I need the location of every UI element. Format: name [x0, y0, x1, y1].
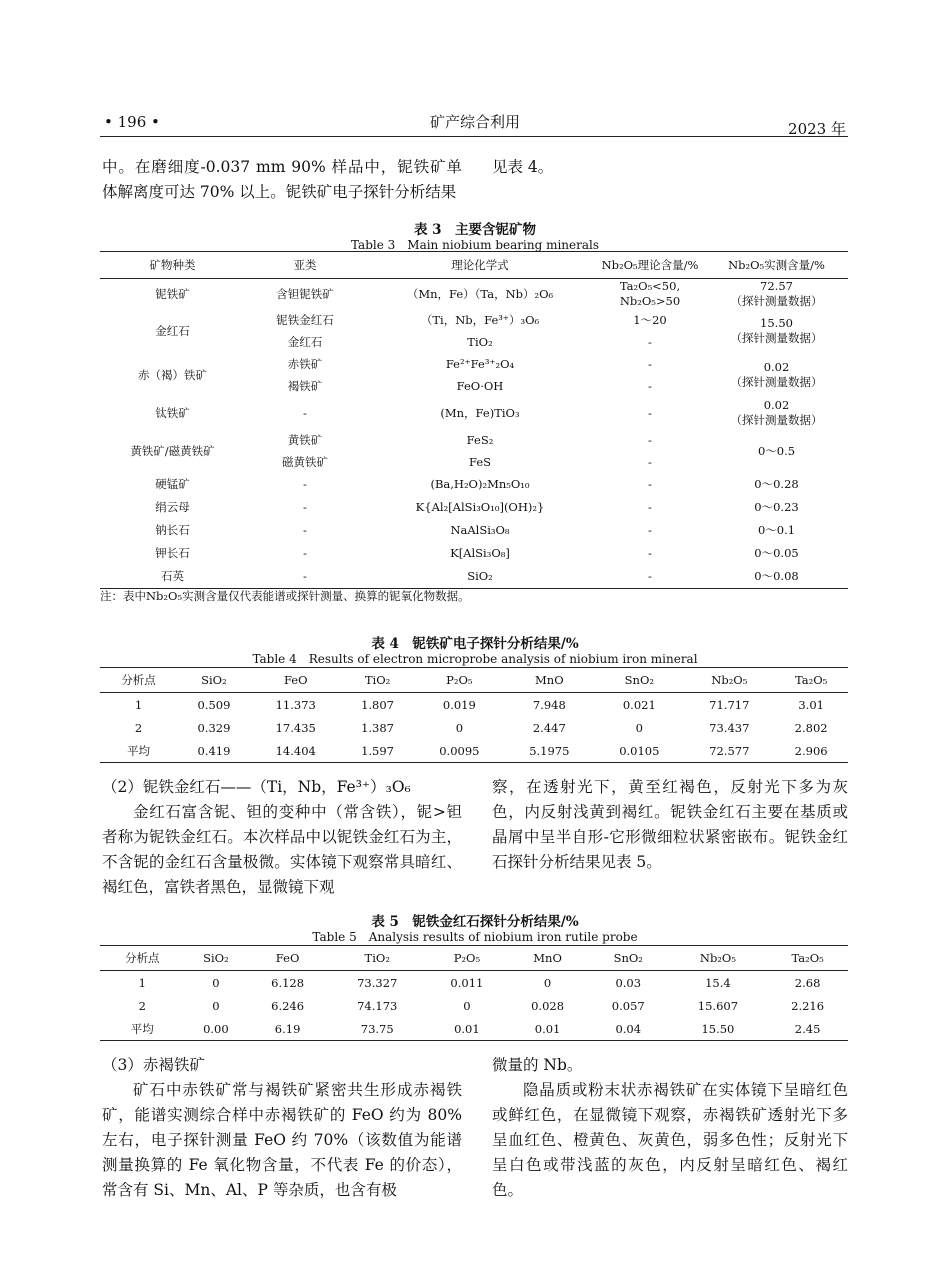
section3-right-paragraph-1: 微量的 Nb。	[492, 1056, 583, 1074]
table3-cell: 钠长石	[155, 523, 190, 537]
section3-column-right	[492, 1053, 848, 1203]
table4-cell: 17.435	[275, 720, 316, 735]
table4-cell: 1.387	[361, 720, 395, 735]
table3-cell: -	[648, 432, 652, 447]
section2-left-paragraph: 金红石富含铌、钽的变种中（常含铁），铌>钽者称为铌铁金红石。本次样品中以铌铁金红石为主，不含铌的金红石含量极微。实体镜下观察常具暗红、褐红色，富铁者黑色，显微镜下观	[102, 803, 462, 896]
table5-cell: 0.00	[203, 1021, 229, 1036]
table-row	[100, 693, 848, 717]
table4-header-cell: MnO	[504, 668, 594, 693]
table3-cell: (Mn，Fe)TiO₃	[440, 405, 520, 420]
table3-cell: -	[303, 500, 307, 514]
table4-cell: 0	[635, 720, 643, 735]
table5-cell: 2.68	[794, 975, 821, 990]
table4-cell: 71.717	[709, 697, 750, 712]
table4-cell: 73.437	[709, 720, 750, 735]
table4-cell: 平均	[127, 743, 151, 758]
table4-title-cn: 表 4 铌铁矿电子探针分析结果/%	[371, 636, 579, 652]
table3-cell: -	[648, 454, 652, 469]
table3-title-en: Table 3 Main niobium bearing minerals	[350, 238, 600, 252]
table5-header-cell: Nb₂O₅	[669, 946, 768, 971]
table3-cell: (Ba,H₂O)₂Mn₅O₁₀	[430, 477, 530, 491]
table5-cell: 0.01	[534, 1021, 561, 1036]
table3-header-cell: Nb₂O₅理论含量/%	[595, 252, 705, 279]
table5-header-cell: MnO	[507, 946, 588, 971]
table5-title-en: Table 5 Analysis results of niobium iron rutile probe	[312, 930, 638, 944]
header-rule	[100, 136, 848, 137]
table3-cell: -	[648, 378, 652, 393]
table3-cell: 石英	[161, 568, 184, 583]
table3-cell: -	[303, 546, 307, 560]
table3-header-cell: 矿物种类	[100, 252, 245, 279]
table-row	[100, 519, 848, 542]
table3-cell: 0～0.05	[754, 546, 799, 560]
table3-cell: （Ti，Nb，Fe³⁺）₃O₆	[420, 312, 540, 327]
table-row	[100, 542, 848, 565]
table5-cell: 0.01	[454, 1021, 480, 1036]
table3-cell: -	[303, 523, 307, 537]
table3-cell: 赤（褐）铁矿	[138, 367, 207, 382]
table4-cell: 2.447	[532, 720, 566, 735]
table3	[100, 251, 848, 589]
table-row	[100, 473, 848, 496]
table5-cell: 0	[543, 975, 552, 990]
table3-cell: 0.02 （探针测量数据）	[730, 360, 823, 389]
section2-heading: （2）铌铁金红石——（Ti，Nb，Fe³⁺）₃O₆	[102, 778, 411, 796]
table3-cell: 15.50 （探针测量数据）	[730, 316, 823, 345]
table5-cell: 6.19	[274, 1021, 301, 1036]
table4-header-cell: Ta₂O₅	[774, 668, 848, 693]
table4-cell: 11.373	[275, 697, 316, 712]
table3-cell: 绢云母	[155, 500, 190, 514]
table-row	[100, 496, 848, 519]
table3-cell: FeS	[468, 454, 492, 469]
table5-cell: 0.011	[450, 975, 484, 990]
table3-cell: Ta₂O₅<50, Nb₂O₅>50	[619, 279, 681, 308]
table5-cell: 2	[138, 998, 146, 1013]
table3-header-row	[100, 252, 848, 279]
table3-cell: 赤铁矿	[287, 356, 323, 371]
table4-header-cell: 分析点	[100, 668, 177, 693]
table3-cell: -	[648, 523, 652, 537]
table5-cell: 平均	[130, 1021, 154, 1036]
table-row	[100, 429, 848, 451]
table5-cell: 0.028	[531, 998, 565, 1013]
table3-cell: -	[648, 477, 652, 491]
table3-cell: 黄铁矿	[287, 432, 323, 447]
intro-right-paragraph: 见表 4。	[492, 158, 554, 176]
section2-column-left	[102, 775, 462, 900]
table-row	[100, 1017, 848, 1041]
table-row	[100, 397, 848, 429]
table3-cell: 1～20	[633, 312, 667, 327]
table3-cell: 钾长石	[155, 546, 190, 560]
table5-cell: 73.327	[357, 975, 398, 990]
table-row	[100, 565, 848, 588]
table4-cell: 0.509	[197, 697, 231, 712]
table5-title-cn: 表 5 铌铁金红石探针分析结果/%	[371, 914, 579, 930]
table3-cell: 0～0.28	[754, 477, 799, 491]
table-row	[100, 739, 848, 763]
table4-cell: 0	[455, 720, 464, 735]
table3-header-cell: 亚类	[245, 252, 365, 279]
table4-header-row	[100, 668, 848, 693]
table5-cell: 0	[463, 998, 471, 1013]
table4-cell: 0.021	[622, 697, 656, 712]
table5-header-cell: 分析点	[100, 946, 185, 971]
table5-cell: 0.03	[615, 975, 642, 990]
table4-cell: 0.0105	[619, 743, 660, 758]
table3-cell: -	[648, 500, 652, 514]
table3-cell: 0～0.1	[757, 523, 796, 537]
section3-heading: （3）赤褐铁矿	[102, 1056, 205, 1074]
table3-cell: 钛铁矿	[155, 405, 190, 420]
table3-header-cell: Nb₂O₅实测含量/%	[705, 252, 848, 279]
table4-header-cell: SiO₂	[177, 668, 251, 693]
table-row	[100, 309, 848, 331]
table3-cell: K{Al₂[AlSi₃O₁₀](OH)₂}	[415, 500, 545, 514]
table5-cell: 15.607	[697, 998, 739, 1013]
table5-header-cell: TiO₂	[328, 946, 427, 971]
table3-cell: 黄铁矿/磁黄铁矿	[130, 443, 215, 458]
table4-cell: 72.577	[709, 743, 750, 758]
table3-cell: -	[648, 356, 652, 371]
table3-cell: 0～0.08	[754, 568, 799, 583]
table4-header-cell: SnO₂	[594, 668, 684, 693]
table4-header-cell: TiO₂	[341, 668, 415, 693]
table3-cell: 铌铁金红石	[276, 312, 334, 327]
section3-column-left	[102, 1053, 462, 1203]
page-number: • 196 •	[104, 113, 160, 131]
table5-header-row	[100, 946, 848, 971]
table4-cell: 0.0095	[439, 743, 480, 758]
table5-cell: 0.04	[615, 1021, 642, 1036]
table5-cell: 2.216	[791, 998, 825, 1013]
table5-cell: 0	[212, 975, 220, 990]
table4-cell: 1	[134, 697, 143, 712]
table5-header-cell: Ta₂O₅	[767, 946, 848, 971]
table-row	[100, 994, 848, 1017]
table4-cell: 0.329	[197, 720, 231, 735]
table5-header-cell: FeO	[247, 946, 328, 971]
journal-name: 矿产综合利用	[429, 113, 520, 131]
table4-cell: 0.019	[442, 697, 476, 712]
table3-cell: 褐铁矿	[287, 378, 323, 393]
table-row	[100, 716, 848, 739]
table4-cell: 1.807	[361, 697, 395, 712]
table3-header-cell: 理论化学式	[365, 252, 595, 279]
year-label: 2023 年	[788, 120, 846, 138]
table3-cell: -	[648, 568, 652, 583]
table5	[100, 945, 848, 1041]
table4-header-cell: FeO	[251, 668, 341, 693]
table5-cell: 74.173	[357, 998, 398, 1013]
table3-cell: K[AlSi₃O₈]	[450, 546, 510, 560]
table-row	[100, 279, 848, 310]
table3-cell: -	[303, 568, 307, 583]
table5-header-cell: P₂O₅	[427, 946, 508, 971]
table3-cell: FeO·OH	[456, 378, 504, 393]
table3-title-cn: 表 3 主要含铌矿物	[413, 222, 537, 238]
table3-cell: -	[648, 334, 652, 349]
table3-cell: -	[648, 546, 652, 560]
table5-cell: 1	[138, 975, 146, 990]
table3-cell: 0.02 （探针测量数据）	[730, 398, 823, 427]
table3-cell: -	[303, 405, 307, 420]
table4	[100, 667, 848, 763]
table3-cell: 磁黄铁矿	[282, 454, 328, 469]
section2-right-paragraph: 察，在透射光下，黄至红褐色，反射光下多为灰色，内反射浅黄到褐红。铌铁金红石主要在基质或晶屑中呈半自形-它形微细粒状紧密嵌布。铌铁金红石探针分析结果见表 5。	[492, 778, 848, 871]
table3-cell: 铌铁矿	[155, 286, 190, 301]
table3-cell: 72.57 （探针测量数据）	[730, 279, 823, 308]
table4-cell: 2.802	[794, 720, 828, 735]
table5-cell: 2.45	[794, 1021, 821, 1036]
table3-cell: 0～0.23	[754, 500, 799, 514]
table3-cell: 0～0.5	[757, 443, 796, 458]
table4-cell: 14.404	[275, 743, 316, 758]
table4-cell: 2	[134, 720, 143, 735]
table3-cell: （Mn，Fe）（Ta，Nb）₂O₆	[406, 286, 554, 301]
table5-header-cell: SnO₂	[588, 946, 669, 971]
table4-cell: 3.01	[798, 697, 824, 712]
table4-header-cell: Nb₂O₅	[684, 668, 774, 693]
table4-cell: 1.597	[361, 743, 395, 758]
table4-header-cell: P₂O₅	[414, 668, 504, 693]
table-row	[100, 353, 848, 375]
table3-cell: 含钽铌铁矿	[276, 286, 334, 301]
table-row	[100, 971, 848, 995]
table5-cell: 6.128	[271, 975, 305, 990]
table5-cell: 73.75	[360, 1021, 394, 1036]
table4-cell: 7.948	[532, 697, 566, 712]
table3-note: 注：表中Nb₂O₅实测含量仅代表能谱或探针测量、换算的铌氧化物数据。	[100, 589, 470, 603]
table3-cell: Fe²⁺Fe³⁺₂O₄	[445, 356, 515, 371]
table4-cell: 2.906	[794, 743, 828, 758]
table3-cell: 硬锰矿	[155, 477, 190, 491]
table5-header-cell: SiO₂	[185, 946, 248, 971]
table5-cell: 0	[212, 998, 220, 1013]
table3-cell: -	[648, 405, 652, 420]
table4-cell: 5.1975	[529, 743, 570, 758]
table4-title-en: Table 4 Results of electron microprobe analysis of niobium iron mineral	[252, 652, 698, 666]
table3-cell: 金红石	[287, 334, 323, 349]
section3-right-paragraph-2: 隐晶质或粉末状赤褐铁矿在实体镜下呈暗红色或鲜红色，在显微镜下观察，赤褐铁矿透射光下多呈血红色、橙黄色、灰黄色，弱多色性；反射光下呈白色或带浅蓝的灰色，内反射呈暗红色、褐红色。	[492, 1081, 848, 1199]
section3-left-paragraph: 矿石中赤铁矿常与褐铁矿紧密共生形成赤褐铁矿，能谱实测综合样中赤褐铁矿的 FeO 约为 80% 左右，电子探针测量 FeO 约 70%（该数值为能谱测量换算的 Fe 氧化物含量，不代表 Fe 的价态），常含有 Si、Mn、Al、P 等杂质，也含有极	[102, 1081, 462, 1199]
table5-cell: 6.246	[271, 998, 305, 1013]
table3-cell: SiO₂	[467, 568, 493, 583]
table4-cell: 0.419	[197, 743, 231, 758]
table5-cell: 15.4	[705, 975, 731, 990]
table3-cell: 金红石	[155, 323, 190, 338]
table5-cell: 15.50	[701, 1021, 735, 1036]
table3-cell: NaAlSi₃O₈	[450, 523, 510, 537]
table3-cell: FeS₂	[466, 432, 494, 447]
table5-cell: 0.057	[611, 998, 645, 1013]
table3-cell: TiO₂	[467, 334, 493, 349]
table3-cell: -	[303, 477, 307, 491]
intro-left-paragraph: 中。在磨细度-0.037 mm 90% 样品中，铌铁矿单体解离度可达 70% 以上。铌铁矿电子探针分析结果	[102, 158, 462, 201]
